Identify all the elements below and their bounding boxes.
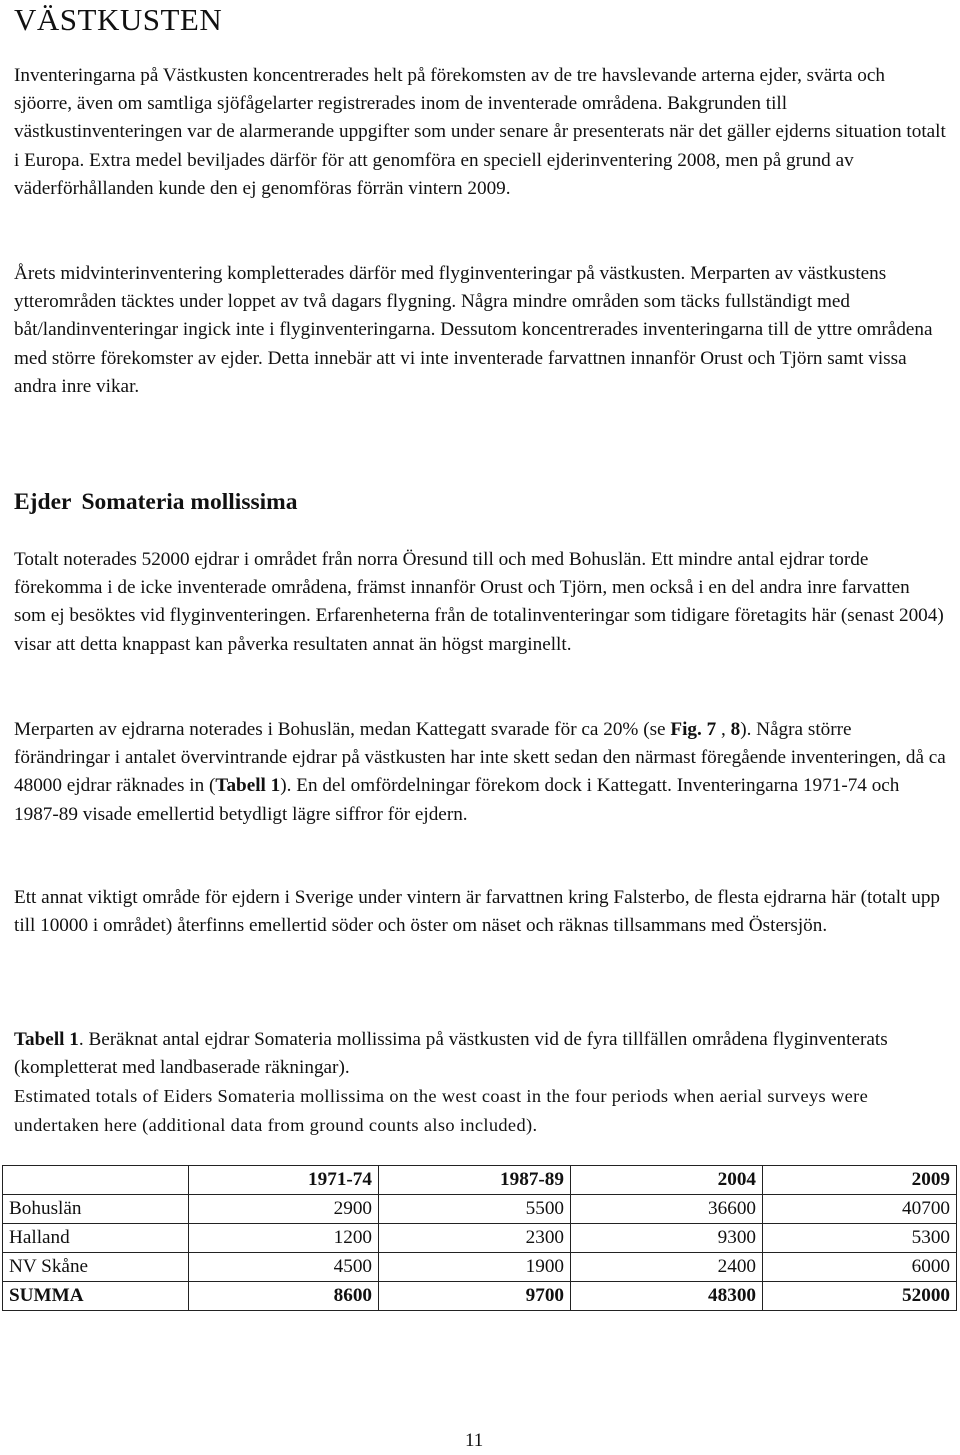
page-number: 11 (465, 1430, 484, 1451)
table-cell-region: NV Skåne (3, 1253, 189, 1282)
intro-paragraph-1: Inventeringarna på Västkusten koncentrerades helt på förekomsten av de tre havslevande arterna ejder, svärta och sjöorre, även om samtliga sjöfågelarter registrerades inom de inventerade områdena. Bakgrunden till västkustinventeringen var de alarmerande uppgifter som under senare år presenterats när det gäller ejderns situation totalt i Europa. Extra medel beviljades därför för att genomföra en speciell ejderinventering 2008, men på grund av väderförhållanden kunde den ej genomföras förrän vintern 2009. (14, 65, 946, 199)
species-heading (14, 489, 297, 516)
table-cell: 6000 (763, 1253, 957, 1282)
intro-paragraph-2: Årets midvinterinventering kompletterades därför med flyginventeringar på västkusten. Merparten av västkustens ytterområden täcktes under loppet av två dagars flygning. Några mindre områden som täcks fullständigt med båt/landinventeringar ingick inte i flyginventeringarna. Dessutom koncentrerades inventeringarna till de yttre områdena med större förekomster av ejder. Detta innebär att vi inte inventerade farvattnen innanför Orust och Tjörn samt vissa andra inre vikar. (14, 263, 933, 397)
table-header-row (3, 1166, 957, 1195)
ejder-p2-text-a: Merparten av ejdrarna noterades i Bohuslän, medan Kattegatt svarade för ca 20% (se (14, 719, 671, 740)
table-cell: 5500 (379, 1195, 571, 1224)
table-cell: 36600 (571, 1195, 763, 1224)
table-row (3, 1195, 957, 1224)
table-cell-region: Bohuslän (3, 1195, 189, 1224)
table-cell: 4500 (189, 1253, 379, 1282)
table-cell-total-label: SUMMA (3, 1282, 189, 1311)
table-header-cell: 1971-74 (189, 1166, 379, 1195)
table-cell: 1900 (379, 1253, 571, 1282)
table-reference: Tabell 1 (215, 775, 281, 797)
table-header-cell: 1987-89 (379, 1166, 571, 1195)
table-header-cell: 2004 (571, 1166, 763, 1195)
table-caption (14, 1026, 946, 1082)
figure-reference: Fig. 7 (670, 719, 717, 740)
table-caption-sv (14, 1029, 888, 1078)
figure-reference-separator: , (716, 719, 731, 740)
species-latin-name: Somateria mollissima (81, 489, 298, 515)
table-cell: 2900 (189, 1195, 379, 1224)
table-caption-en: Estimated totals of Eiders Somateria mollissima on the west coast in the four periods when aerial surveys were undertaken here (additional data from ground counts also included). (14, 1086, 869, 1135)
ejder-paragraph-3: Ett annat viktigt område för ejdern i Sverige under vintern är farvattnen kring Falsterbo, de flesta ejdrarna här (totalt upp till 10000 i området) återfinns emellertid söder och öster om näset och räknas tillsammans med Östersjön. (14, 887, 941, 937)
table-cell-total: 8600 (189, 1282, 379, 1311)
table-cell-total: 52000 (763, 1282, 957, 1311)
table-row (3, 1253, 957, 1282)
table-cell: 9300 (571, 1224, 763, 1253)
table-cell: 2400 (571, 1253, 763, 1282)
table-cell-total: 48300 (571, 1282, 763, 1311)
table-total-row (3, 1282, 957, 1311)
table-cell: 1200 (189, 1224, 379, 1253)
eider-totals-table (2, 1165, 957, 1311)
table-header-cell: 2009 (763, 1166, 957, 1195)
ejder-p2-text-b: ). Några större förändringar i antalet övervintrande ejdrar på västkusten har inte skett sedan den närmast föregående inventeringen, då ca 48000 ejdrar räknades in ( (14, 719, 946, 797)
figure-reference-2: 8 (730, 719, 741, 740)
table-header-cell (3, 1166, 189, 1195)
table-cell-total: 9700 (379, 1282, 571, 1311)
species-common-name: Ejder (14, 489, 72, 515)
table-caption-sv-text: . Beräknat antal ejdrar Somateria mollissima på västkusten vid de fyra tillfällen områdena flyginventerats (kompletterat med landbaserade räkningar). (14, 1029, 888, 1079)
ejder-p2-text-c: ). En del omfördelningar förekom dock i Kattegatt. Inventeringarna 1971-74 och 1987-89 visade emellertid betydligt lägre siffror för ejdern. (14, 775, 900, 825)
table-cell: 5300 (763, 1224, 957, 1253)
ejder-paragraph-1: Totalt noterades 52000 ejdrar i området från norra Öresund till och med Bohuslän. Ett mindre antal ejdrar torde förekomma i de icke inventerade områdena, främst innanför Orust och Tjörn, men också i en del andra inre farvatten som ej besöktes vid flyginventeringen. Erfarenheterna från de totalinventeringar som tidigare företagits här (senast 2004) visar att detta knappast kan påverka resultaten annat än högst marginellt. (14, 549, 944, 655)
table-cell: 40700 (763, 1195, 957, 1224)
section-title: VÄSTKUSTEN (14, 2, 223, 37)
table-cell-region: Halland (3, 1224, 189, 1253)
table-cell: 2300 (379, 1224, 571, 1253)
table-caption-label: Tabell 1 (14, 1029, 79, 1050)
ejder-paragraph-2 (14, 716, 946, 829)
table-row (3, 1224, 957, 1253)
